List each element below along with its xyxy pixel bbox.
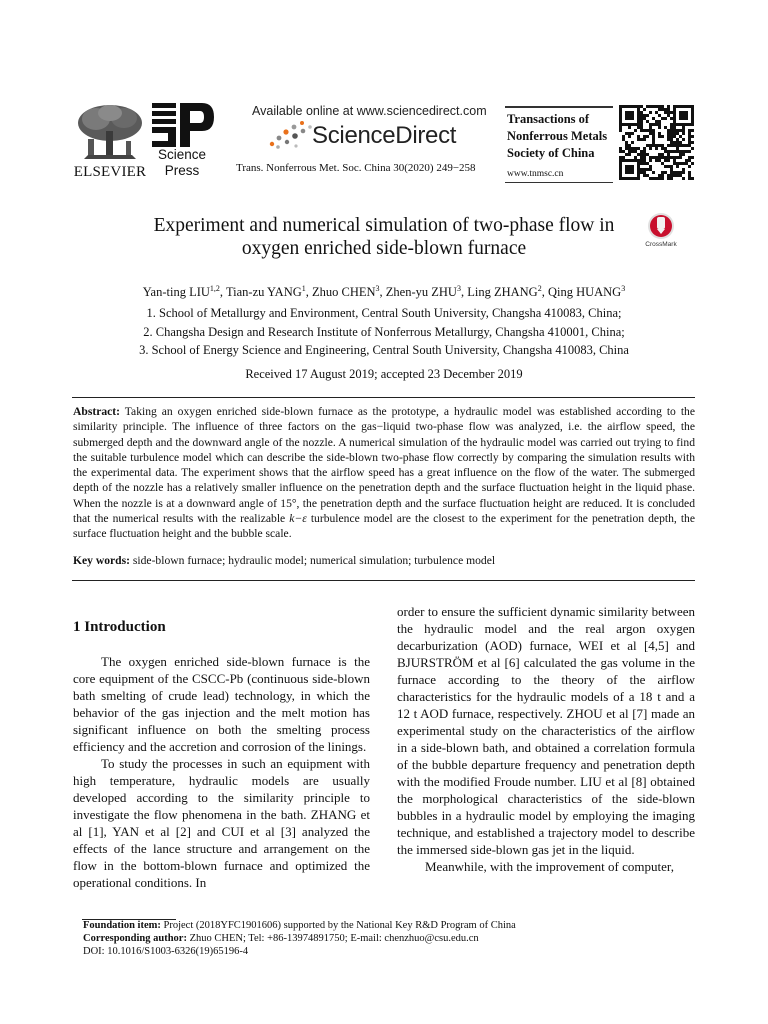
abstract	[73, 404, 695, 542]
affiliation-3: 3. School of Energy Science and Engineering, Central South University, Changsha 410083, China	[139, 343, 629, 357]
body-paragraph: To study the processes in such an equipment with high temperature, hydraulic models are usually developed according to the similarity principle to investigate the flow phenomena in the bath. ZHANG et al [1], YAN et al [2] and CUI et al [3] analyzed the effects of the lance structure and arrangement on the flow in the bottom-blown furnace and optimized the operational conditions. In	[73, 756, 370, 890]
body-paragraph-continued: order to ensure the sufficient dynamic similarity between the hydraulic model and the real argon oxygen decarburization (AOD) furnace, WEI et al [4,5] and BJURSTRÖM et al [6] calculated the gas volume in the furnace according to the theory of the airflow characteristics for the hydraulic models of a 18 t and a 12 t AOD furnace, respectively. ZHOU et al [7] made an experimental study on the characteristics of the airflow in a side-blown bath, and obtained a correlation formula of the bubble departure frequency and penetration depth with the modified Froude number. LIU et al [8] obtained the morphological characteristics of the side-blown bubbles in a hydraulic model by employing the imaging technique, and established a trajectory model to describe the immersed side-blown gas jet in the liquid.	[397, 604, 695, 857]
society-name-line3: Society of China	[507, 146, 595, 160]
affiliation-1: 1. School of Metallurgy and Environment, Central South University, Changsha 410083, China;	[146, 306, 622, 320]
author-list: Yan-ting LIU$^{1,2}$, Tian-zu YANG$^1$, Zhuo CHEN$^3$, Zhen-yu ZHU$^3$, Ling ZHANG$^2$, Qing HUANG$^3$	[142, 284, 626, 300]
author	[467, 285, 541, 299]
author	[312, 285, 380, 299]
corresponding-label: Corresponding author:	[83, 933, 187, 944]
elsevier-wordmark: ELSEVIER	[73, 164, 147, 180]
author-affiliation-mark: 2	[537, 284, 542, 293]
society-masthead	[505, 106, 613, 183]
left-column	[73, 653, 370, 891]
author-affiliation-mark: 3	[456, 284, 461, 293]
affiliation-2: 2. Changsha Design and Research Institute of Nonferrous Metallurgy, Changsha 410001, China;	[143, 325, 625, 339]
science-press-mark-icon	[150, 103, 214, 147]
available-online-text: Available online at www.sciencedirect.com	[252, 104, 487, 118]
foundation-label: Foundation item:	[83, 920, 161, 931]
received-dates: Received 17 August 2019; accepted 23 December 2019	[245, 367, 523, 381]
body-paragraph: Meanwhile, with the improvement of computer,	[425, 859, 674, 874]
author-name: Zhen-yu ZHU	[385, 285, 457, 300]
author	[143, 285, 220, 299]
keywords-text: side-blown furnace; hydraulic model; numerical simulation; turbulence model	[130, 554, 496, 567]
author-name: Yan-ting LIU	[142, 285, 210, 300]
elsevier-logo	[72, 103, 148, 179]
author-name: Qing HUANG	[547, 285, 622, 300]
author	[386, 285, 461, 299]
crossmark-badge[interactable]	[643, 212, 679, 252]
paper-title-line1: Experiment and numerical simulation of two-phase flow in	[153, 215, 615, 236]
author-affiliation-mark: 3	[375, 284, 380, 293]
elsevier-tree-icon	[74, 103, 146, 163]
journal-citation: Trans. Nonferrous Met. Soc. China 30(2020) 249−258	[236, 162, 476, 174]
keywords	[73, 554, 695, 567]
author-name: Tian-zu YANG	[225, 285, 302, 300]
corresponding-text: Zhuo CHEN; Tel: +86-13974891750; E-mail: chenzhuo@csu.edu.cn	[186, 933, 479, 944]
sciencedirect-wordmark: ScienceDirect	[312, 122, 457, 149]
author-affiliation-mark: 3	[621, 284, 626, 293]
science-press-logo	[150, 103, 216, 179]
abstract-top-rule	[72, 397, 695, 398]
abstract-bottom-rule	[72, 580, 695, 581]
author-name: Ling ZHANG	[467, 285, 538, 300]
society-name-line2: Nonferrous Metals	[507, 129, 608, 143]
author-name: Zhuo CHEN	[312, 285, 376, 300]
section-heading: 1 Introduction	[73, 619, 166, 635]
author-affiliation-mark: 1	[301, 284, 306, 293]
abstract-label: Abstract:	[73, 405, 121, 418]
foundation-footnote	[83, 920, 516, 931]
abstract-text-part2: turbulence model are the closest to the experiment for the penetration depth, the surface fluctuation height and the bubble scale.	[73, 512, 695, 541]
crossmark-label: CrossMark	[645, 241, 677, 248]
author	[226, 285, 306, 299]
right-column	[397, 603, 695, 875]
keywords-label: Key words:	[73, 554, 130, 567]
author	[548, 285, 625, 299]
science-press-line2: Press	[164, 163, 200, 178]
body-paragraph: The oxygen enriched side-blown furnace is the core equipment of the CSCC-Pb (continuous side-blown bath smelting of crude lead) technology, in which the behavior of the gas injection and the melt motion has significant influence on both the smelting process efficiency and the accretion and corrosion of the linings.	[73, 654, 370, 754]
doi-footnote: DOI: 10.1016/S1003-6326(19)65196-4	[83, 946, 249, 957]
sciencedirect-dots-icon	[266, 118, 316, 152]
corresponding-footnote	[83, 933, 479, 944]
abstract-model-symbol: k−ε	[289, 512, 307, 526]
science-press-line1: Science	[157, 147, 207, 162]
crossmark-icon	[643, 212, 679, 242]
society-name-line1: Transactions of	[507, 112, 590, 126]
qr-code-icon	[618, 104, 696, 180]
paper-title-line2: oxygen enriched side-blown furnace	[241, 238, 527, 259]
society-url: www.tnmsc.cn	[507, 169, 564, 179]
abstract-text-part1: Taking an oxygen enriched side-blown furnace as the prototype, a hydraulic model was established according to the similarity principle. The influence of three factors on the gas−liquid two-phase flow was analyzed, i.e. the airflow speed, the submerged depth and the downward angle of the nozzle. A numerical simulation of the hydraulic model was carried out trying to find the suitable turbulence model which can describe the side-blown two-phase flow correctly by comparing the simulation results with the experimental data. The experiment shows that the airflow speed has a great influence on the flow of the water. The submerged depth of the nozzle has a relatively smaller influence on the penetration depth and the surface fluctuation height in the liquid phase. When the nozzle is at a downward angle of 15°, the penetration depth and the surface fluctuation height are reduced. It is concluded that the numerical results with the realizable	[73, 405, 695, 526]
author-affiliation-mark: 1,2	[209, 284, 220, 293]
foundation-text: Project (2018YFC1901606) supported by the National Key R&D Program of China	[160, 920, 516, 931]
